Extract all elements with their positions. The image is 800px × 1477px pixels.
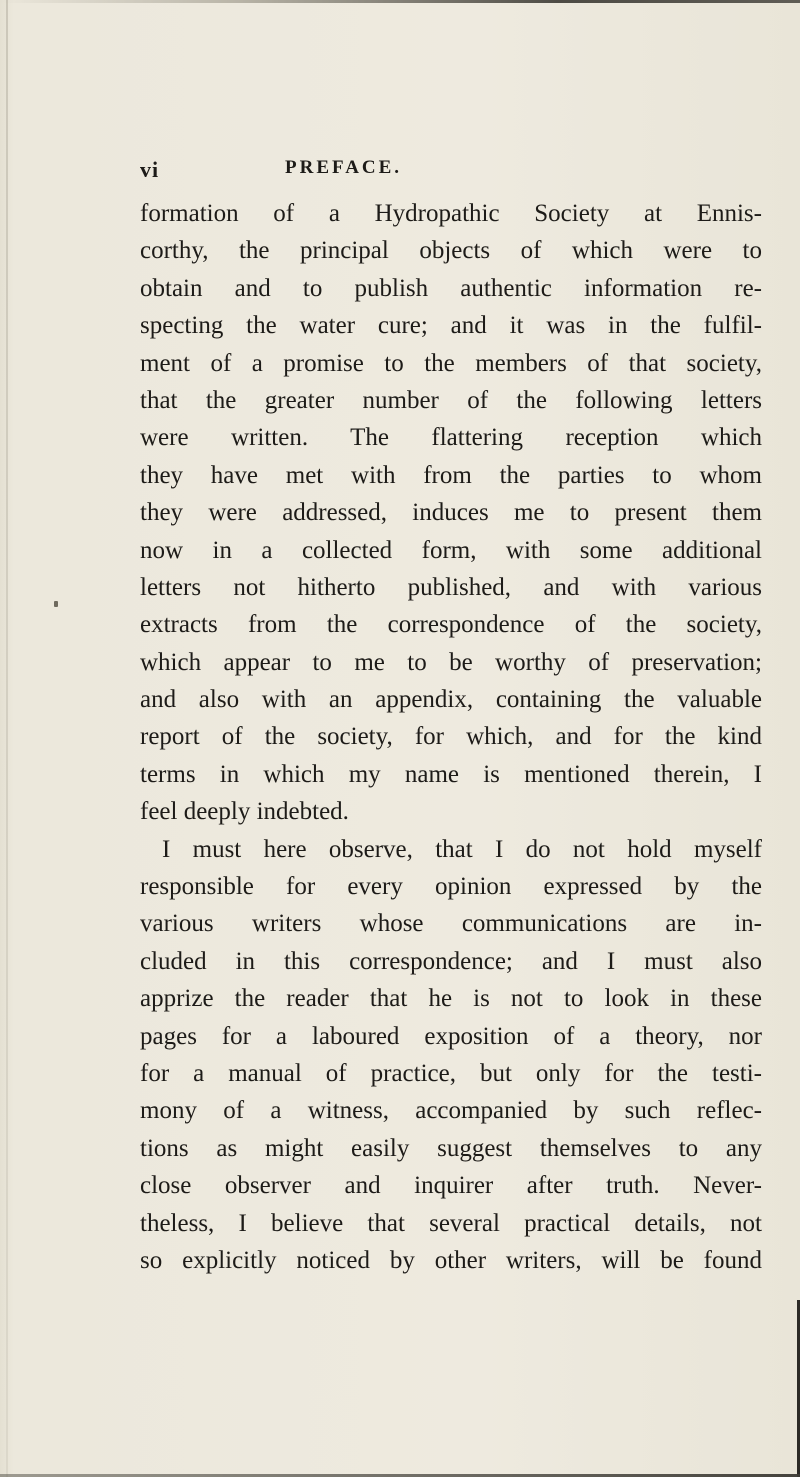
text-line: ment of a promise to the members of that society,: [140, 349, 762, 377]
page-number: vi: [140, 157, 160, 182]
text-line: now in a collected form, with some additional: [140, 536, 762, 564]
text-line: cluded in this correspondence; and I must also: [140, 947, 762, 975]
text-line: were written. The flattering reception which: [140, 424, 762, 452]
text-line: they were addressed, induces me to present them: [140, 499, 762, 527]
text-line: report of the society, for which, and for the kind: [140, 723, 762, 751]
text-line: extracts from the correspondence of the society,: [140, 611, 762, 639]
text-line: mony of a witness, accompanied by such reflec-: [140, 1097, 762, 1125]
text-line: various writers whose communications are in-: [140, 910, 762, 938]
page-top-edge: [0, 0, 800, 3]
text-line: for a manual of practice, but only for the testi-: [140, 1059, 762, 1087]
body-text: [140, 195, 762, 1279]
running-head: [140, 157, 760, 191]
text-line: pages for a laboured exposition of a theory, nor: [140, 1022, 762, 1050]
text-line: close observer and inquirer after truth. Never-: [140, 1172, 762, 1200]
margin-mark: [54, 601, 58, 607]
page-gutter-shadow: [6, 0, 8, 1477]
text-line: so explicitly noticed by other writers, will be found: [140, 1246, 762, 1274]
running-head-title: PREFACE.: [285, 157, 403, 178]
text-line: tions as might easily suggest themselves to any: [140, 1134, 762, 1162]
text-line: apprize the reader that he is not to look in these: [140, 985, 762, 1013]
text-line: theless, I believe that several practical details, not: [140, 1209, 762, 1237]
text-line: corthy, the principal objects of which were to: [140, 237, 762, 265]
text-line: responsible for every opinion expressed by the: [140, 873, 762, 901]
text-line: they have met with from the parties to whom: [140, 461, 762, 489]
text-line: terms in which my name is mentioned therein, I: [140, 760, 762, 788]
text-line: which appear to me to be worthy of preservation;: [140, 648, 762, 676]
text-line: letters not hitherto published, and with various: [140, 573, 762, 601]
text-line: obtain and to publish authentic information re-: [140, 274, 762, 302]
paragraph-start-line: I must here observe, that I do not hold myself: [162, 835, 762, 863]
text-line: that the greater number of the following letters: [140, 386, 762, 414]
text-line: specting the water cure; and it was in the fulfil-: [140, 312, 762, 340]
paragraph-end-line: feel deeply indebted.: [140, 798, 349, 826]
text-line: formation of a Hydropathic Society at Ennis-: [140, 200, 762, 227]
text-line: and also with an appendix, containing the valuable: [140, 686, 762, 714]
